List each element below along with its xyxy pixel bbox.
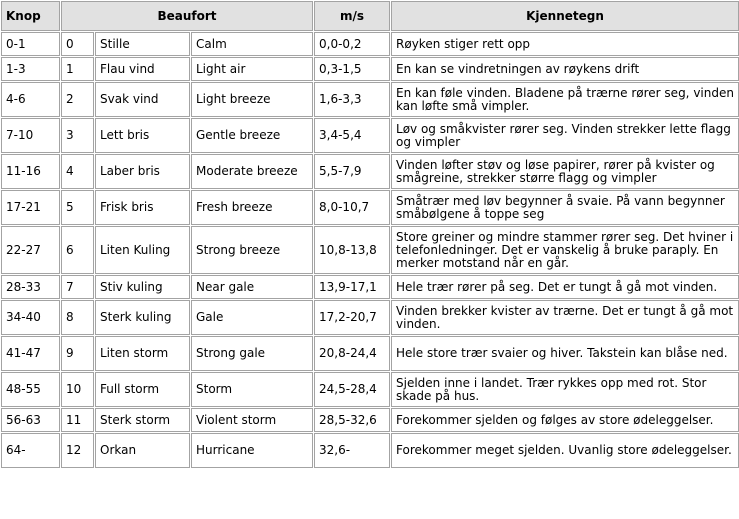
cell-beaufort-number: 5 <box>61 190 94 225</box>
cell-knop: 11-16 <box>1 154 60 189</box>
cell-norwegian-name: Full storm <box>95 372 190 407</box>
table-row <box>1 118 739 153</box>
cell-beaufort-number: 8 <box>61 300 94 335</box>
cell-english-name: Fresh breeze <box>191 190 313 225</box>
table-row <box>1 82 739 117</box>
cell-description: Forekommer meget sjelden. Uvanlig store ødeleggelser. <box>391 433 739 468</box>
cell-beaufort-number: 0 <box>61 32 94 56</box>
header-beaufort: Beaufort <box>61 1 313 31</box>
cell-knop: 41-47 <box>1 336 60 371</box>
cell-ms: 0,0-0,2 <box>314 32 390 56</box>
cell-description: Småtrær med løv begynner å svaie. På vann begynner småbølgene å toppe seg <box>391 190 739 225</box>
cell-english-name: Storm <box>191 372 313 407</box>
header-ms: m/s <box>314 1 390 31</box>
cell-ms: 20,8-24,4 <box>314 336 390 371</box>
cell-description: Røyken stiger rett opp <box>391 32 739 56</box>
cell-beaufort-number: 6 <box>61 226 94 274</box>
cell-norwegian-name: Stille <box>95 32 190 56</box>
cell-beaufort-number: 4 <box>61 154 94 189</box>
cell-description: Vinden løfter støv og løse papirer, rører på kvister og smågreine, strekker større flagg og vimpler <box>391 154 739 189</box>
cell-english-name: Strong gale <box>191 336 313 371</box>
cell-beaufort-number: 11 <box>61 408 94 432</box>
cell-knop: 4-6 <box>1 82 60 117</box>
cell-norwegian-name: Sterk kuling <box>95 300 190 335</box>
cell-knop: 64- <box>1 433 60 468</box>
cell-ms: 17,2-20,7 <box>314 300 390 335</box>
table-row <box>1 32 739 56</box>
header-row <box>1 1 739 31</box>
table-row <box>1 433 739 468</box>
cell-english-name: Moderate breeze <box>191 154 313 189</box>
cell-norwegian-name: Stiv kuling <box>95 275 190 299</box>
cell-knop: 34-40 <box>1 300 60 335</box>
table-row <box>1 408 739 432</box>
cell-ms: 1,6-3,3 <box>314 82 390 117</box>
cell-knop: 56-63 <box>1 408 60 432</box>
table-row <box>1 275 739 299</box>
cell-knop: 7-10 <box>1 118 60 153</box>
cell-english-name: Strong breeze <box>191 226 313 274</box>
cell-english-name: Violent storm <box>191 408 313 432</box>
cell-beaufort-number: 1 <box>61 57 94 81</box>
cell-beaufort-number: 2 <box>61 82 94 117</box>
cell-description: En kan føle vinden. Bladene på trærne rører seg, vinden kan løfte små vimpler. <box>391 82 739 117</box>
cell-norwegian-name: Svak vind <box>95 82 190 117</box>
cell-norwegian-name: Liten storm <box>95 336 190 371</box>
cell-ms: 8,0-10,7 <box>314 190 390 225</box>
cell-knop: 17-21 <box>1 190 60 225</box>
cell-norwegian-name: Lett bris <box>95 118 190 153</box>
cell-description: En kan se vindretningen av røykens drift <box>391 57 739 81</box>
cell-english-name: Calm <box>191 32 313 56</box>
cell-description: Forekommer sjelden og følges av store ødeleggelser. <box>391 408 739 432</box>
cell-beaufort-number: 10 <box>61 372 94 407</box>
cell-norwegian-name: Sterk storm <box>95 408 190 432</box>
table-row <box>1 372 739 407</box>
cell-ms: 5,5-7,9 <box>314 154 390 189</box>
header-knop: Knop <box>1 1 60 31</box>
cell-ms: 13,9-17,1 <box>314 275 390 299</box>
table-row <box>1 190 739 225</box>
cell-description: Løv og småkvister rører seg. Vinden strekker lette flagg og vimpler <box>391 118 739 153</box>
cell-beaufort-number: 12 <box>61 433 94 468</box>
cell-beaufort-number: 7 <box>61 275 94 299</box>
cell-description: Store greiner og mindre stammer rører seg. Det hviner i telefonledninger. Det er vanskelig å bruke paraply. En merker motstand når en går. <box>391 226 739 274</box>
cell-english-name: Light air <box>191 57 313 81</box>
cell-ms: 24,5-28,4 <box>314 372 390 407</box>
cell-ms: 10,8-13,8 <box>314 226 390 274</box>
cell-knop: 1-3 <box>1 57 60 81</box>
cell-knop: 28-33 <box>1 275 60 299</box>
header-kjennetegn: Kjennetegn <box>391 1 739 31</box>
cell-ms: 0,3-1,5 <box>314 57 390 81</box>
cell-beaufort-number: 3 <box>61 118 94 153</box>
cell-english-name: Gentle breeze <box>191 118 313 153</box>
table-row <box>1 57 739 81</box>
cell-description: Vinden brekker kvister av trærne. Det er tungt å gå mot vinden. <box>391 300 739 335</box>
cell-norwegian-name: Liten Kuling <box>95 226 190 274</box>
cell-knop: 48-55 <box>1 372 60 407</box>
cell-english-name: Near gale <box>191 275 313 299</box>
table-row <box>1 336 739 371</box>
cell-knop: 0-1 <box>1 32 60 56</box>
cell-knop: 22-27 <box>1 226 60 274</box>
cell-ms: 3,4-5,4 <box>314 118 390 153</box>
cell-ms: 28,5-32,6 <box>314 408 390 432</box>
cell-description: Sjelden inne i landet. Trær rykkes opp med rot. Stor skade på hus. <box>391 372 739 407</box>
cell-description: Hele store trær svaier og hiver. Takstein kan blåse ned. <box>391 336 739 371</box>
cell-description: Hele trær rører på seg. Det er tungt å gå mot vinden. <box>391 275 739 299</box>
cell-norwegian-name: Frisk bris <box>95 190 190 225</box>
table-row <box>1 154 739 189</box>
cell-english-name: Hurricane <box>191 433 313 468</box>
cell-ms: 32,6- <box>314 433 390 468</box>
table-row <box>1 300 739 335</box>
cell-english-name: Gale <box>191 300 313 335</box>
cell-norwegian-name: Laber bris <box>95 154 190 189</box>
cell-norwegian-name: Flau vind <box>95 57 190 81</box>
cell-english-name: Light breeze <box>191 82 313 117</box>
cell-beaufort-number: 9 <box>61 336 94 371</box>
cell-norwegian-name: Orkan <box>95 433 190 468</box>
table-row <box>1 226 739 274</box>
